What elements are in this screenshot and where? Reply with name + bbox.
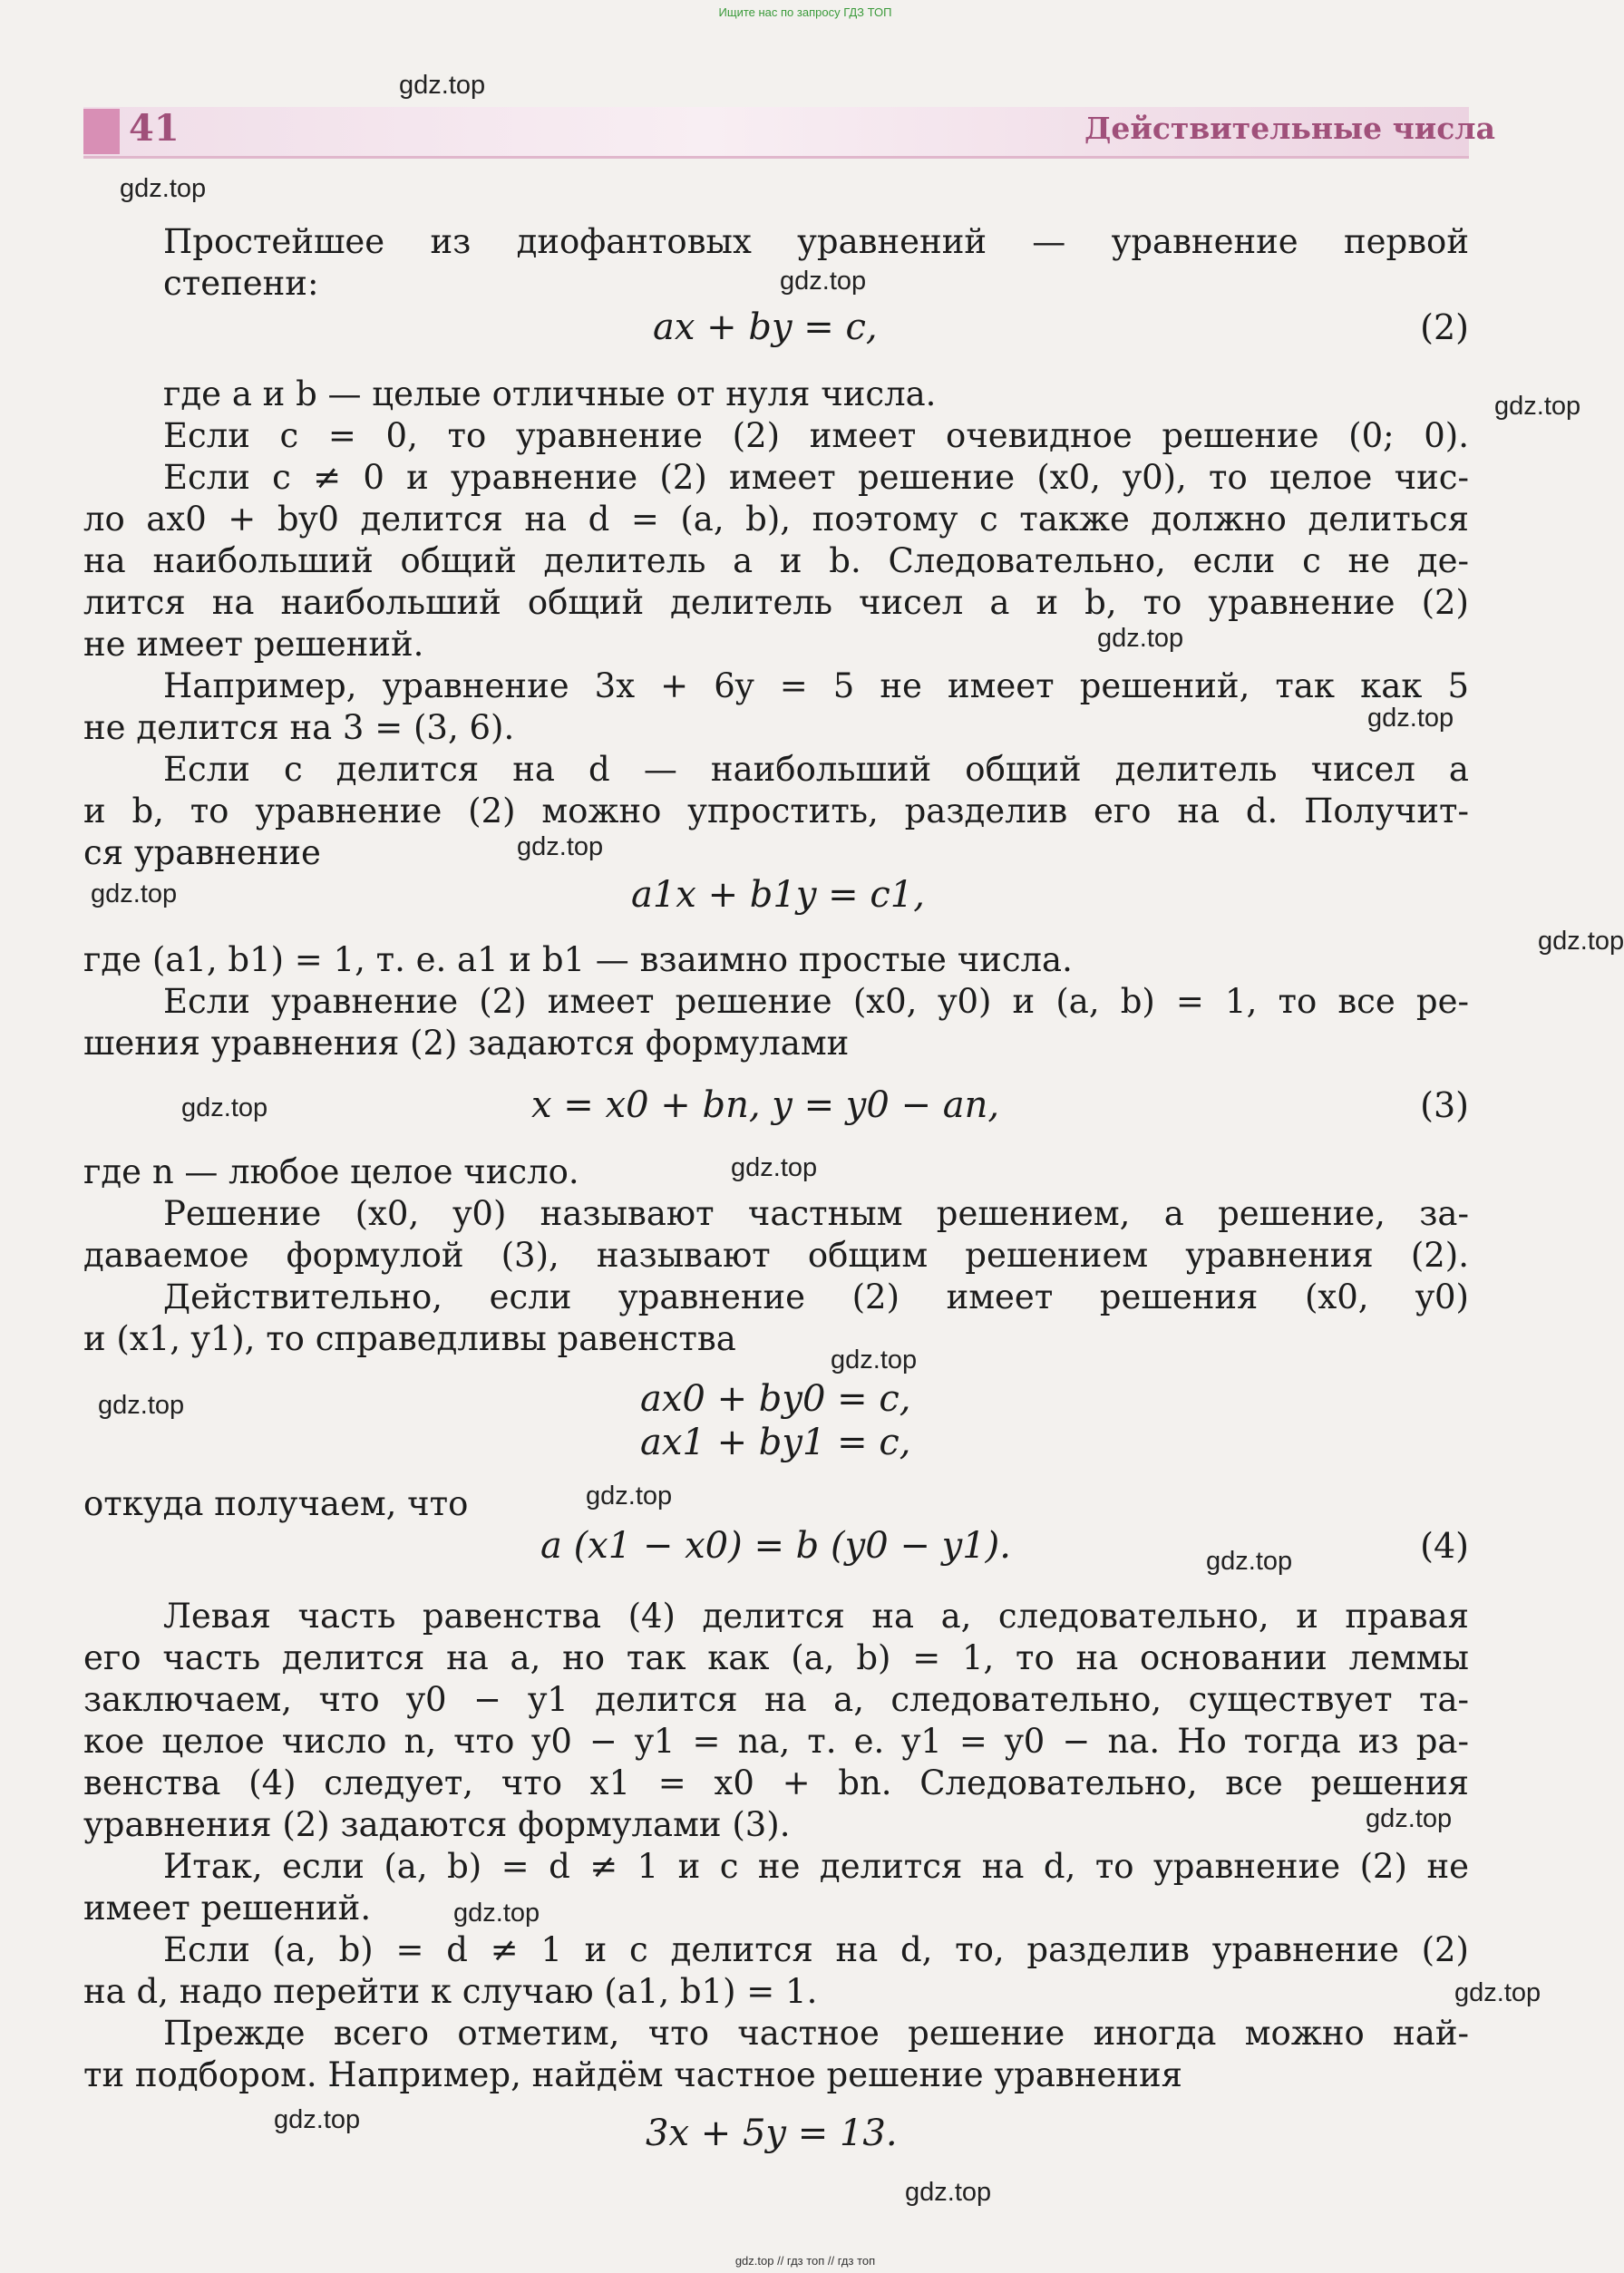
page-number: 41 xyxy=(129,107,180,150)
p12-line: откуда получаем, что xyxy=(83,1484,469,1523)
p4-line5: не имеет решений. xyxy=(83,625,424,664)
section-title: Действительные числа xyxy=(1084,111,1495,146)
equation-number-4: (4) xyxy=(1420,1526,1469,1566)
equation-2: a1x + b1y = c1, xyxy=(631,874,925,916)
p11-line1: Действительно, если уравнение (2) имеет решения (x0, y0) xyxy=(163,1277,1469,1316)
equation-number-3: (3) xyxy=(1420,1085,1469,1125)
equation-4: ax0 + by0 = c, xyxy=(640,1378,911,1420)
p1-line1: Простейшее из диофантовых уравнений — уравнение первой xyxy=(163,222,1469,261)
p7-line: где (a1, b1) = 1, т. е. a1 и b1 — взаимно простые числа. xyxy=(83,940,1073,979)
watermark: gdz.top xyxy=(1206,1547,1293,1576)
equation-number-2: (2) xyxy=(1420,307,1469,347)
p9-line: где n — любое целое число. xyxy=(83,1152,579,1191)
p16-line1: Прежде всего отметим, что частное решение иногда можно най- xyxy=(163,2014,1469,2053)
watermark: gdz.top xyxy=(453,1899,540,1928)
bottom-banner: gdz.top // гдз топ // гдз топ xyxy=(734,2254,876,2268)
p5-line2: не делится на 3 = (3, 6). xyxy=(83,708,515,747)
watermark: gdz.top xyxy=(517,832,604,861)
p3-line: Если c = 0, то уравнение (2) имеет очевидное решение (0; 0). xyxy=(163,416,1469,455)
p10-line1: Решение (x0, y0) называют частным решением, а решение, за- xyxy=(163,1194,1469,1233)
watermark: gdz.top xyxy=(98,1391,185,1420)
watermark: gdz.top xyxy=(399,71,486,100)
watermark: gdz.top xyxy=(1367,704,1454,733)
watermark: gdz.top xyxy=(1494,392,1581,421)
watermark: gdz.top xyxy=(181,1093,268,1122)
p11-line2: и (x1, y1), то справедливы равенства xyxy=(83,1319,736,1358)
p16-line2: ти подбором. Например, найдём частное решение уравнения xyxy=(83,2055,1182,2094)
p6-line1: Если c делится на d — наибольший общий делитель чисел a xyxy=(163,750,1469,789)
top-banner: Ищите нас по запросу ГДЗ ТОП xyxy=(718,5,892,19)
equation-6: a (x1 − x0) = b (y0 − y1). xyxy=(540,1525,1011,1567)
watermark: gdz.top xyxy=(586,1481,673,1510)
p10-line2: даваемое формулой (3), называют общим решением уравнения (2). xyxy=(83,1236,1469,1275)
p14-line1: Итак, если (a, b) = d ≠ 1 и c не делится на d, то уравнение (2) не xyxy=(163,1847,1469,1886)
p8-line1: Если уравнение (2) имеет решение (x0, y0) и (a, b) = 1, то все ре- xyxy=(163,982,1469,1021)
p5-line1: Например, уравнение 3x + 6y = 5 не имеет решений, так как 5 xyxy=(163,666,1469,705)
p4-line3: на наибольший общий делитель a и b. Следовательно, если c не де- xyxy=(83,541,1469,580)
watermark: gdz.top xyxy=(831,1345,918,1374)
watermark: gdz.top xyxy=(91,879,178,908)
watermark: gdz.top xyxy=(1366,1804,1453,1833)
watermark: gdz.top xyxy=(780,267,867,296)
p15-line2: на d, надо перейти к случаю (a1, b1) = 1. xyxy=(83,1972,818,2011)
watermark: gdz.top xyxy=(274,2105,361,2134)
p14-line2: имеет решений. xyxy=(83,1889,372,1928)
watermark: gdz.top xyxy=(905,2178,992,2207)
p2-line: где a и b — целые отличные от нуля числа. xyxy=(163,374,937,413)
equation-5: ax1 + by1 = c, xyxy=(640,1422,911,1463)
p13-line5: венства (4) следует, что x1 = x0 + bn. Следовательно, все решения xyxy=(83,1763,1469,1802)
watermark: gdz.top xyxy=(120,174,207,203)
p13-line1: Левая часть равенства (4) делится на a, следовательно, и правая xyxy=(163,1597,1469,1636)
p1-line2: степени: xyxy=(163,264,319,303)
watermark: gdz.top xyxy=(1454,1978,1541,2007)
p13-line2: его часть делится на a, но так как (a, b) = 1, то на основании леммы xyxy=(83,1638,1469,1677)
p13-line6: уравнения (2) задаются формулами (3). xyxy=(83,1805,791,1844)
equation-7: 3x + 5y = 13. xyxy=(646,2113,898,2154)
p6-line3: ся уравнение xyxy=(83,833,321,872)
p4-line4: лится на наибольший общий делитель чисел a и b, то уравнение (2) xyxy=(83,583,1469,622)
p13-line3: заключаем, что y0 − y1 делится на a, следовательно, существует та- xyxy=(83,1680,1469,1719)
equation-1: ax + by = c, xyxy=(653,306,878,348)
p4-line1: Если c ≠ 0 и уравнение (2) имеет решение (x0, y0), то целое чис- xyxy=(163,458,1469,497)
watermark: gdz.top xyxy=(731,1153,818,1182)
equation-3: x = x0 + bn, y = y0 − an, xyxy=(531,1084,1000,1126)
p4-line2: ло ax0 + by0 делится на d = (a, b), поэтому c также должно делиться xyxy=(83,500,1469,539)
page-number-marker xyxy=(83,109,120,154)
watermark: gdz.top xyxy=(1097,624,1184,653)
p6-line2: и b, то уравнение (2) можно упростить, разделив его на d. Получит- xyxy=(83,792,1469,831)
p8-line2: шения уравнения (2) задаются формулами xyxy=(83,1024,850,1063)
watermark: gdz.top xyxy=(1538,927,1624,956)
p13-line4: кое целое число n, что y0 − y1 = na, т. е. y1 = y0 − na. Но тогда из ра- xyxy=(83,1722,1469,1761)
p15-line1: Если (a, b) = d ≠ 1 и c делится на d, то, разделив уравнение (2) xyxy=(163,1930,1469,1969)
